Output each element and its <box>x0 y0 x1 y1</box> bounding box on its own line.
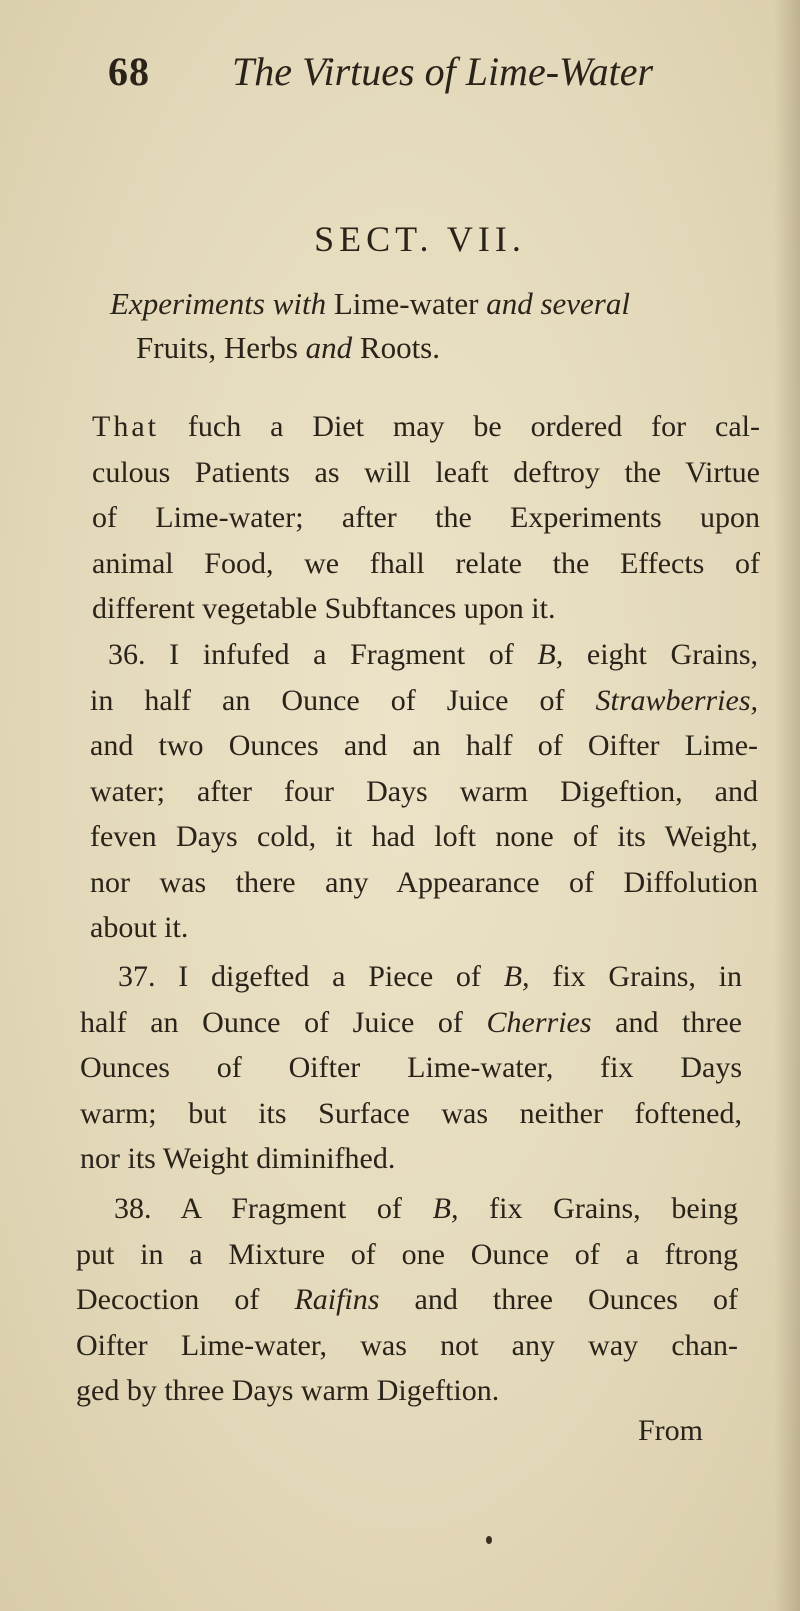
line-part: in half an Ounce of Juice of <box>90 683 565 717</box>
line-part: B, <box>432 1192 459 1225</box>
text-line <box>80 954 742 1000</box>
paragraph-36 <box>90 632 758 951</box>
line-text: fuch a Diet may be ordered for cal- <box>187 410 760 443</box>
text-line: ged by three Days warm Digeftion. <box>76 1374 500 1407</box>
line-part: and three <box>615 1005 743 1039</box>
opening-word: That <box>92 410 159 443</box>
text-line: warm; but its Surface was neither foftened, <box>80 1096 742 1130</box>
text-line <box>92 404 760 450</box>
text-line: of Lime-water; after the Experiments upon <box>92 501 760 534</box>
heading-line-2 <box>110 326 760 370</box>
heading-part: Fruits, Herbs <box>136 330 298 365</box>
line-part: eight Grains, <box>586 638 759 671</box>
text-line: Oifter Lime-water, was not any way chan- <box>76 1328 738 1362</box>
text-line: animal Food, we fhall relate the Effects of <box>92 546 760 580</box>
line-part: fix Grains, in <box>552 960 743 993</box>
text-line: and two Ounces and an half of Oifter Lime- <box>90 729 758 762</box>
heading-part: and <box>305 330 353 365</box>
text-line <box>90 678 758 724</box>
catchword: From <box>638 1414 704 1447</box>
heading-part: Experiments with <box>110 286 327 321</box>
line-part: Strawberries, <box>595 683 758 717</box>
ink-speck <box>486 1536 492 1544</box>
section-title: SECT. VII. <box>314 219 526 259</box>
line-part: B, <box>537 638 564 671</box>
text-line <box>90 632 758 678</box>
paragraph-38 <box>76 1186 738 1414</box>
text-line <box>80 1000 742 1046</box>
section-heading <box>110 282 760 370</box>
heading-part: Lime-water <box>333 286 479 321</box>
line-part: half an Ounce of Juice of <box>80 1005 463 1039</box>
text-line: nor was there any Appearance of Diffolution <box>90 865 758 899</box>
running-title: The Virtues of Lime-Water <box>232 49 654 94</box>
text-line: put in a Mixture of one Ounce of a ftrong <box>76 1237 738 1271</box>
line-part: B, <box>503 960 530 993</box>
page-number: 68 <box>108 49 150 94</box>
heading-part: Roots. <box>359 330 440 365</box>
line-part: fix Grains, being <box>489 1192 739 1225</box>
text-line: culous Patients as will leaft deftroy the Virtue <box>92 455 760 489</box>
paragraph-intro <box>92 404 760 632</box>
text-line: Ounces of Oifter Lime-water, fix Days <box>80 1051 742 1084</box>
line-part: and three Ounces of <box>414 1283 738 1316</box>
line-part: 37. I digefted a Piece of <box>118 960 481 993</box>
text-line: about it. <box>90 911 189 944</box>
line-part: Raifins <box>294 1283 380 1316</box>
text-line: water; after four Days warm Digeftion, and <box>90 774 758 808</box>
heading-part: and several <box>486 286 630 321</box>
page-header <box>108 48 708 108</box>
text-line: different vegetable Subftances upon it. <box>92 592 556 625</box>
text-line: feven Days cold, it had loft none of its Weight, <box>90 820 758 853</box>
text-line <box>76 1186 738 1232</box>
line-part: Cherries <box>486 1005 592 1039</box>
paragraph-37 <box>80 954 742 1182</box>
line-part: 36. I infufed a Fragment of <box>108 638 514 671</box>
text-line <box>76 1277 738 1323</box>
line-part: 38. A Fragment of <box>114 1192 402 1225</box>
line-part: Decoction of <box>76 1283 260 1316</box>
text-line: nor its Weight diminifhed. <box>80 1142 396 1175</box>
